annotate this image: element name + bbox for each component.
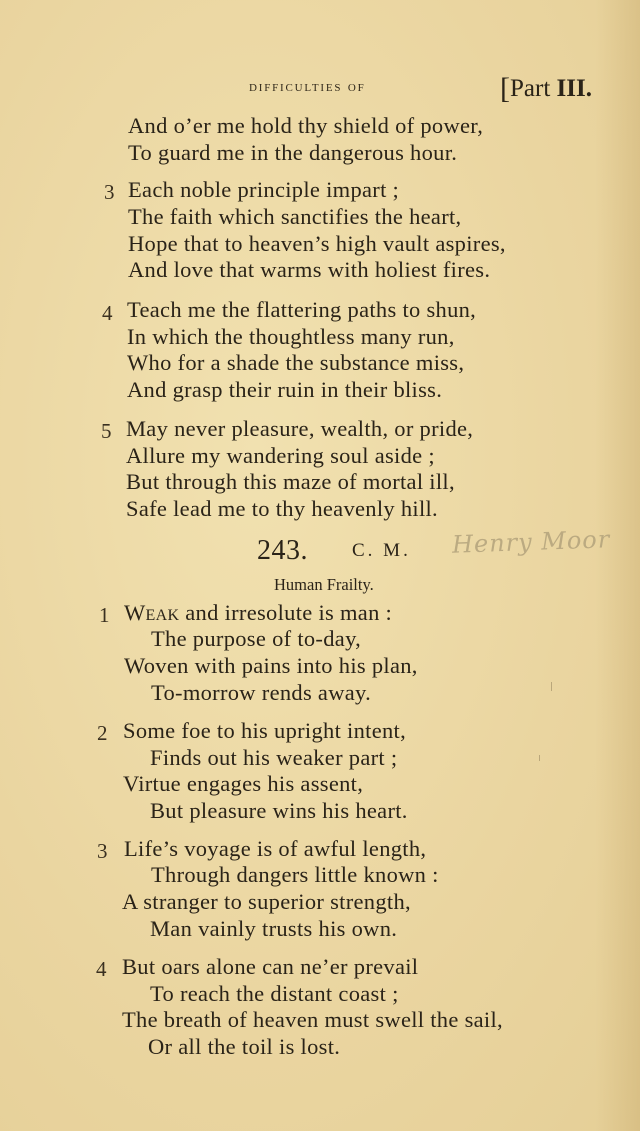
paper-mark bbox=[551, 682, 552, 691]
part-bracket: [ bbox=[500, 72, 510, 105]
verse-line: Woven with pains into his plan, bbox=[124, 653, 418, 678]
verse-line: A stranger to superior strength, bbox=[122, 889, 411, 914]
verse-line: And love that warms with holiest fires. bbox=[128, 257, 491, 282]
verse-line: Teach me the flattering paths to shun, bbox=[127, 297, 477, 322]
part-numeral: III. bbox=[556, 75, 592, 102]
stanza-number: 2 bbox=[97, 721, 108, 745]
verse-line: But through this maze of mortal ill, bbox=[126, 469, 455, 494]
verse-line: The faith which sanctifies the heart, bbox=[128, 204, 462, 229]
verse-line: May never pleasure, wealth, or pride, bbox=[126, 416, 474, 441]
verse-line: Some foe to his upright intent, bbox=[123, 718, 407, 743]
verse-line: The purpose of to-day, bbox=[151, 626, 362, 651]
verse-line: Or all the toil is lost. bbox=[148, 1034, 341, 1059]
running-head bbox=[0, 74, 640, 104]
handwritten-annotation: Henry Moor bbox=[451, 525, 611, 559]
verse-line: To-morrow rends away. bbox=[151, 680, 372, 705]
verse-line: Safe lead me to thy heavenly hill. bbox=[126, 496, 438, 521]
verse-line: To guard me in the dangerous hour. bbox=[128, 140, 458, 165]
stanza-number: 3 bbox=[97, 839, 108, 863]
verse-line: To reach the distant coast ; bbox=[150, 981, 399, 1006]
stanza-number: 1 bbox=[99, 603, 110, 627]
verse-line: In which the thoughtless many run, bbox=[127, 324, 455, 349]
hymn-meter: C. M. bbox=[352, 540, 411, 561]
verse-line: And o’er me hold thy shield of power, bbox=[128, 113, 484, 138]
verse-line bbox=[124, 600, 392, 626]
hymn-number: 243. bbox=[257, 535, 308, 566]
verse-line: Each noble principle impart ; bbox=[128, 177, 400, 202]
verse-line: But oars alone can ne’er prevail bbox=[122, 954, 419, 979]
verse-line: And grasp their ruin in their bliss. bbox=[127, 377, 443, 402]
verse-line: Allure my wandering soul aside ; bbox=[126, 443, 435, 468]
verse-line: Through dangers little known : bbox=[151, 862, 439, 887]
verse-line: The breath of heaven must swell the sail, bbox=[122, 1007, 503, 1032]
stanza-number: 4 bbox=[102, 301, 113, 325]
verse-line: Man vainly trusts his own. bbox=[150, 916, 398, 941]
verse-line: Who for a shade the substance miss, bbox=[127, 350, 465, 375]
paper-mark bbox=[539, 755, 540, 761]
verse-line-rest: and irresolute is man : bbox=[179, 600, 393, 625]
stanza-number: 4 bbox=[96, 957, 107, 981]
part-label: Part bbox=[510, 75, 557, 102]
first-word-smallcaps: Weak bbox=[124, 600, 180, 625]
verse-line: Hope that to heaven’s high vault aspires, bbox=[128, 231, 506, 256]
stanza-number: 3 bbox=[104, 180, 115, 204]
hymn-subtitle: Human Frailty. bbox=[274, 575, 374, 594]
running-title: difficulties of bbox=[249, 79, 366, 95]
verse-line: But pleasure wins his heart. bbox=[150, 798, 408, 823]
stanza-number: 5 bbox=[101, 419, 112, 443]
part-indicator bbox=[500, 70, 592, 104]
verse-line: Life’s voyage is of awful length, bbox=[124, 836, 427, 861]
verse-line: Finds out his weaker part ; bbox=[150, 745, 398, 770]
verse-line: Virtue engages his assent, bbox=[123, 771, 364, 796]
